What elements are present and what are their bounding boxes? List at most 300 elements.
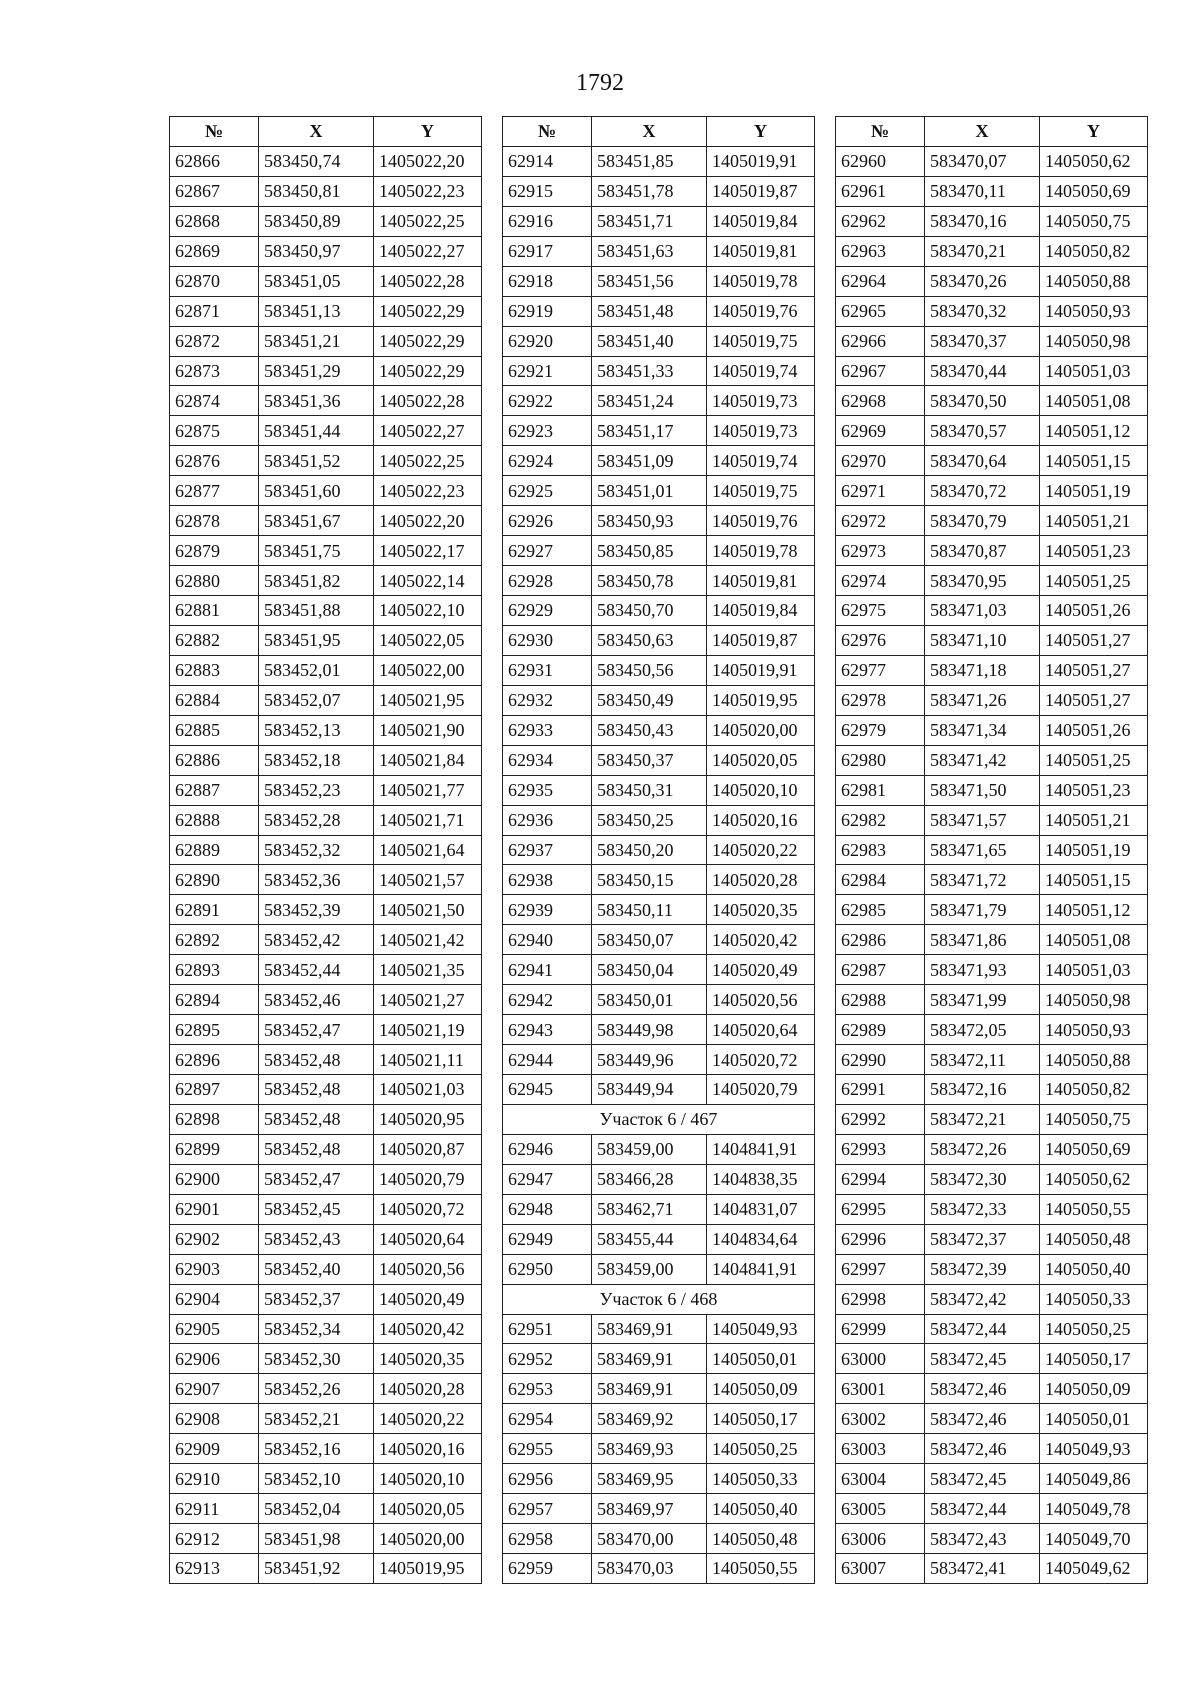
point-number-cell: 62872 — [170, 326, 259, 356]
y-coordinate-cell: 1405020,49 — [707, 955, 815, 985]
point-number-cell: 62964 — [836, 266, 925, 296]
table-row — [836, 566, 1148, 596]
table-row — [836, 1404, 1148, 1434]
y-coordinate-cell: 1405051,26 — [1040, 596, 1148, 626]
point-number-cell: 62935 — [503, 775, 592, 805]
x-coordinate-cell: 583452,40 — [259, 1254, 374, 1284]
point-number-cell: 62880 — [170, 566, 259, 596]
x-coordinate-cell: 583471,57 — [925, 805, 1040, 835]
y-coordinate-cell: 1405050,55 — [1040, 1194, 1148, 1224]
y-coordinate-cell: 1405020,22 — [707, 835, 815, 865]
y-coordinate-cell: 1405051,08 — [1040, 925, 1148, 955]
y-coordinate-cell: 1405050,75 — [1040, 1104, 1148, 1134]
y-coordinate-cell: 1405051,26 — [1040, 715, 1148, 745]
point-number-cell: 62889 — [170, 835, 259, 865]
table-row — [836, 1554, 1148, 1584]
point-number-cell: 62955 — [503, 1434, 592, 1464]
table-row — [170, 1104, 482, 1134]
x-coordinate-cell: 583451,82 — [259, 566, 374, 596]
header-number: № — [170, 117, 259, 147]
table-row — [503, 1344, 815, 1374]
point-number-cell: 62877 — [170, 476, 259, 506]
x-coordinate-cell: 583472,42 — [925, 1284, 1040, 1314]
y-coordinate-cell: 1405050,62 — [1040, 146, 1148, 176]
x-coordinate-cell: 583472,41 — [925, 1554, 1040, 1584]
point-number-cell: 62960 — [836, 146, 925, 176]
table-row — [836, 506, 1148, 536]
header-x: X — [259, 117, 374, 147]
table-row — [503, 566, 815, 596]
y-coordinate-cell: 1405051,27 — [1040, 685, 1148, 715]
y-coordinate-cell: 1405051,25 — [1040, 566, 1148, 596]
table-row — [836, 1494, 1148, 1524]
table-row — [170, 925, 482, 955]
x-coordinate-cell: 583452,39 — [259, 895, 374, 925]
table-row — [503, 895, 815, 925]
x-coordinate-cell: 583452,42 — [259, 925, 374, 955]
x-coordinate-cell: 583452,43 — [259, 1224, 374, 1254]
point-number-cell: 62950 — [503, 1254, 592, 1284]
y-coordinate-cell: 1405019,91 — [707, 655, 815, 685]
y-coordinate-cell: 1405022,29 — [374, 296, 482, 326]
point-number-cell: 62934 — [503, 745, 592, 775]
y-coordinate-cell: 1405020,72 — [374, 1194, 482, 1224]
point-number-cell: 62885 — [170, 715, 259, 745]
table-row — [170, 236, 482, 266]
y-coordinate-cell: 1405021,35 — [374, 955, 482, 985]
table-row — [503, 745, 815, 775]
x-coordinate-cell: 583451,29 — [259, 356, 374, 386]
table-row — [503, 835, 815, 865]
y-coordinate-cell: 1405049,78 — [1040, 1494, 1148, 1524]
x-coordinate-cell: 583450,70 — [592, 596, 707, 626]
table-row — [170, 865, 482, 895]
table-row — [170, 1524, 482, 1554]
y-coordinate-cell: 1405051,15 — [1040, 446, 1148, 476]
x-coordinate-cell: 583452,04 — [259, 1494, 374, 1524]
x-coordinate-cell: 583472,30 — [925, 1164, 1040, 1194]
y-coordinate-cell: 1405020,72 — [707, 1045, 815, 1075]
y-coordinate-cell: 1405051,21 — [1040, 506, 1148, 536]
x-coordinate-cell: 583452,46 — [259, 985, 374, 1015]
x-coordinate-cell: 583452,48 — [259, 1104, 374, 1134]
point-number-cell: 62933 — [503, 715, 592, 745]
x-coordinate-cell: 583471,03 — [925, 596, 1040, 626]
table-row — [503, 1254, 815, 1284]
x-coordinate-cell: 583450,85 — [592, 536, 707, 566]
x-coordinate-cell: 583452,26 — [259, 1374, 374, 1404]
table-row — [836, 715, 1148, 745]
table-header-row — [503, 117, 815, 147]
x-coordinate-cell: 583451,13 — [259, 296, 374, 326]
table-row — [503, 1374, 815, 1404]
x-coordinate-cell: 583470,95 — [925, 566, 1040, 596]
point-number-cell: 62866 — [170, 146, 259, 176]
y-coordinate-cell: 1404841,91 — [707, 1134, 815, 1164]
table-row — [170, 655, 482, 685]
x-coordinate-cell: 583451,60 — [259, 476, 374, 506]
y-coordinate-cell: 1405019,95 — [707, 685, 815, 715]
point-number-cell: 62963 — [836, 236, 925, 266]
table-row — [170, 1194, 482, 1224]
y-coordinate-cell: 1405019,76 — [707, 296, 815, 326]
x-coordinate-cell: 583470,64 — [925, 446, 1040, 476]
point-number-cell: 62876 — [170, 446, 259, 476]
y-coordinate-cell: 1405020,28 — [707, 865, 815, 895]
x-coordinate-cell: 583471,65 — [925, 835, 1040, 865]
table-row — [836, 536, 1148, 566]
point-number-cell: 62890 — [170, 865, 259, 895]
y-coordinate-cell: 1405051,21 — [1040, 805, 1148, 835]
point-number-cell: 62937 — [503, 835, 592, 865]
y-coordinate-cell: 1405051,03 — [1040, 955, 1148, 985]
x-coordinate-cell: 583451,40 — [592, 326, 707, 356]
x-coordinate-cell: 583452,23 — [259, 775, 374, 805]
point-number-cell: 62875 — [170, 416, 259, 446]
x-coordinate-cell: 583450,78 — [592, 566, 707, 596]
y-coordinate-cell: 1405022,28 — [374, 266, 482, 296]
x-coordinate-cell: 583469,91 — [592, 1374, 707, 1404]
y-coordinate-cell: 1405049,86 — [1040, 1464, 1148, 1494]
point-number-cell: 63006 — [836, 1524, 925, 1554]
point-number-cell: 62887 — [170, 775, 259, 805]
x-coordinate-cell: 583472,46 — [925, 1404, 1040, 1434]
table-row — [836, 206, 1148, 236]
table-row — [170, 1374, 482, 1404]
table-row — [836, 1045, 1148, 1075]
point-number-cell: 62958 — [503, 1524, 592, 1554]
header-x: X — [925, 117, 1040, 147]
table-row — [836, 1104, 1148, 1134]
x-coordinate-cell: 583449,98 — [592, 1015, 707, 1045]
point-number-cell: 62973 — [836, 536, 925, 566]
y-coordinate-cell: 1405022,17 — [374, 536, 482, 566]
point-number-cell: 62878 — [170, 506, 259, 536]
x-coordinate-cell: 583469,92 — [592, 1404, 707, 1434]
x-coordinate-cell: 583452,28 — [259, 805, 374, 835]
y-coordinate-cell: 1405050,09 — [1040, 1374, 1148, 1404]
y-coordinate-cell: 1405019,73 — [707, 386, 815, 416]
y-coordinate-cell: 1405050,98 — [1040, 985, 1148, 1015]
table-row — [503, 1404, 815, 1434]
x-coordinate-cell: 583470,72 — [925, 476, 1040, 506]
y-coordinate-cell: 1405022,20 — [374, 146, 482, 176]
y-coordinate-cell: 1405050,01 — [1040, 1404, 1148, 1434]
table-row — [170, 1254, 482, 1284]
x-coordinate-cell: 583452,48 — [259, 1045, 374, 1075]
point-number-cell: 63007 — [836, 1554, 925, 1584]
y-coordinate-cell: 1405019,91 — [707, 146, 815, 176]
y-coordinate-cell: 1405022,25 — [374, 446, 482, 476]
y-coordinate-cell: 1405021,84 — [374, 745, 482, 775]
x-coordinate-cell: 583450,37 — [592, 745, 707, 775]
table-row — [170, 506, 482, 536]
x-coordinate-cell: 583471,50 — [925, 775, 1040, 805]
point-number-cell: 63001 — [836, 1374, 925, 1404]
x-coordinate-cell: 583471,26 — [925, 685, 1040, 715]
x-coordinate-cell: 583451,09 — [592, 446, 707, 476]
x-coordinate-cell: 583459,00 — [592, 1134, 707, 1164]
y-coordinate-cell: 1405051,12 — [1040, 895, 1148, 925]
y-coordinate-cell: 1405020,42 — [707, 925, 815, 955]
table-row — [503, 985, 815, 1015]
coordinate-table-2 — [502, 116, 815, 1584]
table-row — [503, 1075, 815, 1105]
point-number-cell: 62969 — [836, 416, 925, 446]
table-row — [503, 1134, 815, 1164]
point-number-cell: 62970 — [836, 446, 925, 476]
table-row — [503, 955, 815, 985]
table-row — [836, 386, 1148, 416]
point-number-cell: 62980 — [836, 745, 925, 775]
table-row — [836, 1224, 1148, 1254]
y-coordinate-cell: 1405019,75 — [707, 476, 815, 506]
table-row — [836, 1434, 1148, 1464]
x-coordinate-cell: 583450,31 — [592, 775, 707, 805]
y-coordinate-cell: 1405050,33 — [1040, 1284, 1148, 1314]
point-number-cell: 62891 — [170, 895, 259, 925]
x-coordinate-cell: 583450,56 — [592, 655, 707, 685]
table-row — [170, 176, 482, 206]
y-coordinate-cell: 1405019,81 — [707, 566, 815, 596]
table-row — [170, 1015, 482, 1045]
y-coordinate-cell: 1404831,07 — [707, 1194, 815, 1224]
point-number-cell: 62956 — [503, 1464, 592, 1494]
x-coordinate-cell: 583451,85 — [592, 146, 707, 176]
y-coordinate-cell: 1405050,88 — [1040, 266, 1148, 296]
y-coordinate-cell: 1405051,19 — [1040, 835, 1148, 865]
x-coordinate-cell: 583450,25 — [592, 805, 707, 835]
point-number-cell: 62968 — [836, 386, 925, 416]
point-number-cell: 62874 — [170, 386, 259, 416]
table-row — [170, 1314, 482, 1344]
table-row — [836, 625, 1148, 655]
point-number-cell: 62917 — [503, 236, 592, 266]
table-row — [503, 625, 815, 655]
x-coordinate-cell: 583470,50 — [925, 386, 1040, 416]
point-number-cell: 62939 — [503, 895, 592, 925]
table-row — [503, 865, 815, 895]
point-number-cell: 62921 — [503, 356, 592, 386]
y-coordinate-cell: 1405020,56 — [374, 1254, 482, 1284]
y-coordinate-cell: 1405022,05 — [374, 625, 482, 655]
table-row — [836, 925, 1148, 955]
y-coordinate-cell: 1405022,20 — [374, 506, 482, 536]
x-coordinate-cell: 583470,57 — [925, 416, 1040, 446]
point-number-cell: 62926 — [503, 506, 592, 536]
x-coordinate-cell: 583469,91 — [592, 1314, 707, 1344]
table-row — [503, 1224, 815, 1254]
point-number-cell: 62946 — [503, 1134, 592, 1164]
point-number-cell: 62974 — [836, 566, 925, 596]
table-row — [503, 176, 815, 206]
point-number-cell: 62965 — [836, 296, 925, 326]
x-coordinate-cell: 583470,87 — [925, 536, 1040, 566]
x-coordinate-cell: 583471,86 — [925, 925, 1040, 955]
point-number-cell: 62947 — [503, 1164, 592, 1194]
table-row — [503, 1554, 815, 1584]
y-coordinate-cell: 1405019,95 — [374, 1554, 482, 1584]
x-coordinate-cell: 583470,79 — [925, 506, 1040, 536]
y-coordinate-cell: 1405021,03 — [374, 1075, 482, 1105]
table-row — [170, 625, 482, 655]
x-coordinate-cell: 583472,46 — [925, 1434, 1040, 1464]
point-number-cell: 62870 — [170, 266, 259, 296]
y-coordinate-cell: 1405022,23 — [374, 176, 482, 206]
table-row — [170, 596, 482, 626]
table-row — [836, 416, 1148, 446]
y-coordinate-cell: 1405050,93 — [1040, 296, 1148, 326]
x-coordinate-cell: 583470,00 — [592, 1524, 707, 1554]
table-row — [836, 745, 1148, 775]
table-row — [503, 1164, 815, 1194]
point-number-cell: 62984 — [836, 865, 925, 895]
x-coordinate-cell: 583451,78 — [592, 176, 707, 206]
table-row — [170, 386, 482, 416]
y-coordinate-cell: 1405050,09 — [707, 1374, 815, 1404]
x-coordinate-cell: 583452,48 — [259, 1075, 374, 1105]
table-row — [170, 985, 482, 1015]
point-number-cell: 62920 — [503, 326, 592, 356]
x-coordinate-cell: 583451,44 — [259, 416, 374, 446]
table-row — [170, 416, 482, 446]
table-row — [170, 1494, 482, 1524]
x-coordinate-cell: 583452,30 — [259, 1344, 374, 1374]
y-coordinate-cell: 1405051,27 — [1040, 655, 1148, 685]
table-row — [836, 476, 1148, 506]
table-row — [836, 1254, 1148, 1284]
x-coordinate-cell: 583451,88 — [259, 596, 374, 626]
table-row — [170, 536, 482, 566]
table-row — [836, 176, 1148, 206]
point-number-cell: 62978 — [836, 685, 925, 715]
x-coordinate-cell: 583450,15 — [592, 865, 707, 895]
point-number-cell: 62988 — [836, 985, 925, 1015]
point-number-cell: 62997 — [836, 1254, 925, 1284]
point-number-cell: 62992 — [836, 1104, 925, 1134]
x-coordinate-cell: 583452,07 — [259, 685, 374, 715]
y-coordinate-cell: 1405051,27 — [1040, 625, 1148, 655]
x-coordinate-cell: 583471,79 — [925, 895, 1040, 925]
x-coordinate-cell: 583450,07 — [592, 925, 707, 955]
x-coordinate-cell: 583472,37 — [925, 1224, 1040, 1254]
y-coordinate-cell: 1405020,49 — [374, 1284, 482, 1314]
point-number-cell: 62999 — [836, 1314, 925, 1344]
x-coordinate-cell: 583451,48 — [592, 296, 707, 326]
x-coordinate-cell: 583450,74 — [259, 146, 374, 176]
point-number-cell: 62929 — [503, 596, 592, 626]
page-number: 1792 — [576, 70, 624, 96]
table-row — [170, 775, 482, 805]
table-row — [503, 1015, 815, 1045]
table-row — [836, 1194, 1148, 1224]
table-row — [836, 865, 1148, 895]
y-coordinate-cell: 1405022,27 — [374, 236, 482, 266]
table-row — [503, 596, 815, 626]
table-row — [503, 805, 815, 835]
table-row — [503, 655, 815, 685]
y-coordinate-cell: 1405020,64 — [707, 1015, 815, 1045]
x-coordinate-cell: 583451,63 — [592, 236, 707, 266]
point-number-cell: 62925 — [503, 476, 592, 506]
x-coordinate-cell: 583452,01 — [259, 655, 374, 685]
x-coordinate-cell: 583452,36 — [259, 865, 374, 895]
y-coordinate-cell: 1405022,25 — [374, 206, 482, 236]
table-row — [170, 895, 482, 925]
x-coordinate-cell: 583452,34 — [259, 1314, 374, 1344]
y-coordinate-cell: 1405020,79 — [707, 1075, 815, 1105]
x-coordinate-cell: 583451,17 — [592, 416, 707, 446]
y-coordinate-cell: 1405019,78 — [707, 536, 815, 566]
point-number-cell: 62943 — [503, 1015, 592, 1045]
point-number-cell: 62914 — [503, 146, 592, 176]
point-number-cell: 62919 — [503, 296, 592, 326]
section-row — [503, 1284, 815, 1314]
point-number-cell: 62966 — [836, 326, 925, 356]
point-number-cell: 62897 — [170, 1075, 259, 1105]
table-row — [503, 356, 815, 386]
y-coordinate-cell: 1405020,05 — [707, 745, 815, 775]
y-coordinate-cell: 1405022,28 — [374, 386, 482, 416]
x-coordinate-cell: 583450,20 — [592, 835, 707, 865]
table-row — [503, 266, 815, 296]
x-coordinate-cell: 583471,93 — [925, 955, 1040, 985]
x-coordinate-cell: 583451,01 — [592, 476, 707, 506]
x-coordinate-cell: 583450,81 — [259, 176, 374, 206]
x-coordinate-cell: 583472,33 — [925, 1194, 1040, 1224]
table-row — [836, 296, 1148, 326]
y-coordinate-cell: 1405021,77 — [374, 775, 482, 805]
y-coordinate-cell: 1405020,35 — [374, 1344, 482, 1374]
y-coordinate-cell: 1405050,48 — [707, 1524, 815, 1554]
table-row — [170, 1164, 482, 1194]
x-coordinate-cell: 583469,91 — [592, 1344, 707, 1374]
y-coordinate-cell: 1405050,69 — [1040, 176, 1148, 206]
point-number-cell: 63000 — [836, 1344, 925, 1374]
table-row — [503, 476, 815, 506]
table-row — [836, 1164, 1148, 1194]
table-row — [836, 1015, 1148, 1045]
y-coordinate-cell: 1405022,29 — [374, 326, 482, 356]
x-coordinate-cell: 583470,44 — [925, 356, 1040, 386]
y-coordinate-cell: 1405020,16 — [374, 1434, 482, 1464]
point-number-cell: 62930 — [503, 625, 592, 655]
table-row — [836, 236, 1148, 266]
y-coordinate-cell: 1405020,22 — [374, 1404, 482, 1434]
y-coordinate-cell: 1405019,74 — [707, 446, 815, 476]
table-row — [503, 1314, 815, 1344]
x-coordinate-cell: 583451,92 — [259, 1554, 374, 1584]
table-row — [503, 1524, 815, 1554]
y-coordinate-cell: 1405051,23 — [1040, 775, 1148, 805]
x-coordinate-cell: 583451,33 — [592, 356, 707, 386]
x-coordinate-cell: 583469,97 — [592, 1494, 707, 1524]
x-coordinate-cell: 583470,32 — [925, 296, 1040, 326]
y-coordinate-cell: 1405020,10 — [374, 1464, 482, 1494]
point-number-cell: 62922 — [503, 386, 592, 416]
x-coordinate-cell: 583451,36 — [259, 386, 374, 416]
y-coordinate-cell: 1405050,17 — [707, 1404, 815, 1434]
x-coordinate-cell: 583470,07 — [925, 146, 1040, 176]
point-number-cell: 62868 — [170, 206, 259, 236]
y-coordinate-cell: 1405022,29 — [374, 356, 482, 386]
x-coordinate-cell: 583452,44 — [259, 955, 374, 985]
table-row — [503, 506, 815, 536]
y-coordinate-cell: 1405021,11 — [374, 1045, 482, 1075]
y-coordinate-cell: 1405050,40 — [707, 1494, 815, 1524]
table-row — [503, 1434, 815, 1464]
point-number-cell: 62986 — [836, 925, 925, 955]
